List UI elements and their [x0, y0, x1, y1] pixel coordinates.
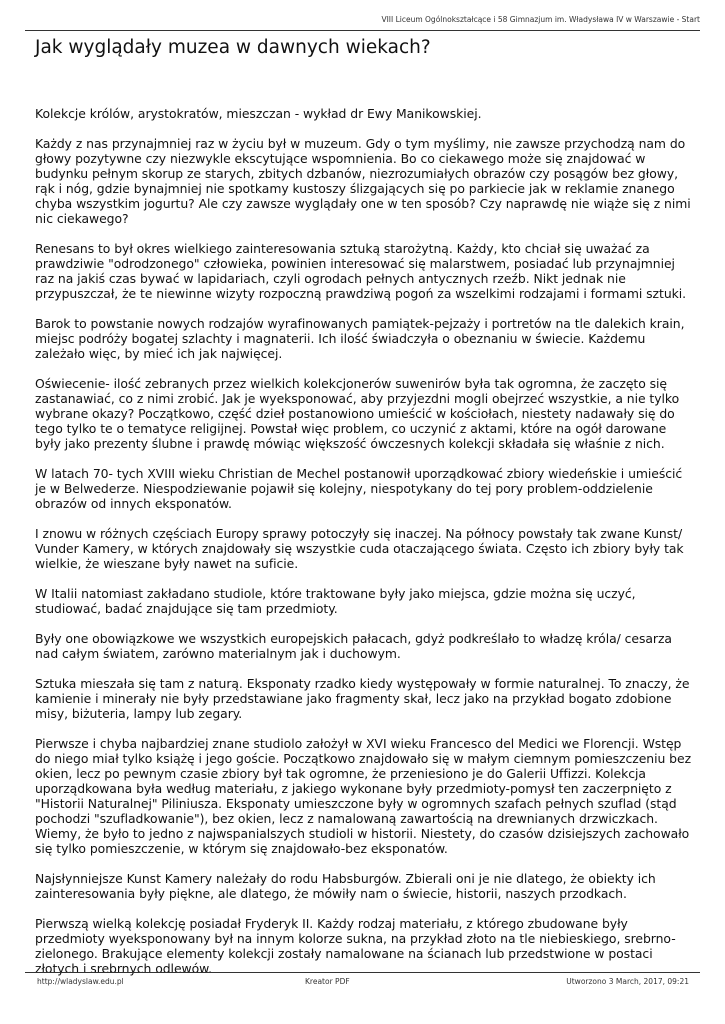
article-paragraph: Sztuka mieszała się tam z naturą. Eksponaty rzadko kiedy występowały w formie naturalnej. To znaczy, że kamienie i minerały nie były przedstawiane jako fragmenty skał, lecz jako na przykład bogato zdobione misy, biżuteria, lampy lub zegary.: [35, 676, 690, 721]
site-header-title: VIII Liceum Ogólnokształcące i 58 Gimnazjum im. Władysława IV w Warszawie - Start: [381, 15, 700, 24]
article-paragraph: Renesans to był okres wielkiego zainteresowania sztuką starożytną. Każdy, kto chciał się uważać za prawdziwie "odrodzonego" człowieka, powinien interesować się malarstwem, posiadać lub przynajmniej raz na jakiś czas bywać w lapidariach, czyli ogrodach pełnych antycznych rzeźb. Nikt jednak nie przypuszczał, że te niewinne wizyty rozpoczną prawdziwą pogoń za wszelkimi rodzajami i formami sztuki.: [35, 241, 687, 301]
footer-generator: Kreator PDF: [305, 977, 350, 986]
article-paragraph: Najsłynniejsze Kunst Kamery należały do rodu Habsburgów. Zbierali oni je nie dlatego, że obiekty ich zainteresowania były piękne, ale dlatego, że mówiły nam o świecie, historii, naszych przodkach.: [35, 871, 656, 901]
article-paragraph: Oświecenie- ilość zebranych przez wielkich kolekcjonerów suwenirów była tak ogromna, że zaczęto się zastanawiać, co z nimi zrobić. Jak je wyeksponować, aby przyjezdni mogli obejrzeć wszystkie, a nie tylko wybrane okazy? Początkowo, część dzieł postanowiono umieścić w kościołach, niestety nadawały się do tego tylko te o tematyce religijnej. Powstał więc problem, co uczynić z aktami, które na ogół darowane były jako prezenty ślubne i prawdę mówiąc większość ówczesnych kolekcji składała się właśnie z nich.: [35, 376, 680, 451]
footer-url: http://wladyslaw.edu.pl: [37, 977, 124, 986]
article-title: Jak wyglądały muzea w dawnych wiekach?: [35, 37, 431, 58]
article-paragraph: W Italii natomiast zakładano studiole, które traktowane były jako miejsca, gdzie można się uczyć, studiować, badać znajdujące się tam przedmioty.: [35, 586, 636, 616]
article-paragraph: Były one obowiązkowe we wszystkich europejskich pałacach, gdyż podkreślało to władzę króla/ cesarza nad całym światem, zarówno materialnym jak i duchowym.: [35, 631, 672, 661]
footer-created-date: Utworzono 3 March, 2017, 09:21: [566, 977, 689, 986]
article-paragraph: I znowu w różnych częściach Europy sprawy potoczyły się inaczej. Na północy powstały tak zwane Kunst/ Vunder Kamery, w których znajdowały się wszystkie cuda otaczającego świata. Często ich zbiory były tak wielkie, że wieszane były nawet na suficie.: [35, 526, 684, 571]
header-divider: [25, 30, 700, 31]
article-paragraph: W latach 70- tych XVIII wieku Christian de Mechel postanowił uporządkować zbiory wiedeńskie i umieścić je w Belwederze. Niespodziewanie pojawił się kolejny, niespotykany do tej pory problem-oddzielenie obrazów od innych eksponatów.: [35, 466, 683, 511]
article-paragraph: Pierwsze i chyba najbardziej znane studiolo założył w XVI wieku Francesco del Medici we Florencji. Wstęp do niego miał tylko książę i jego goście. Początkowo znajdowało się w małym ciemnym pomieszczeniu bez okien, lecz po pewnym czasie zbiory był tak ogromne, że przeniesiono je do Galerii Uffizzi. Kolekcja uporządkowana była według materiału, z jakiego wykonane były przedmioty-pomysł ten zaczerpnięto z "Historii Naturalnej" Piliniusza. Eksponaty umieszczone były w ogromnych szafach pełnych szuflad (stąd pochodzi "szufladkowanie"), bez okien, lecz z namalowaną zawartością na drewnianych drzwiczkach. Wiemy, że było to jedno z najwspanialszych studioli w historii. Niestety, do czasów dzisiejszych zachowało się tylko pomieszczenie, w którym się znajdowało-bez eksponatów.: [35, 736, 692, 856]
article-paragraph: Każdy z nas przynajmniej raz w życiu był w muzeum. Gdy o tym myślimy, nie zawsze przychodzą nam do głowy pozytywne czy niezwykle ekscytujące wspomnienia. Bo co ciekawego może się znajdować w budynku pełnym skorup ze starych, zbitych dzbanów, niezrozumiałych obrazów czy posągów bez głowy, rąk i nóg, gdzie bynajmniej nie spotkamy kustoszy ślizgających się po parkiecie jak w reklamie znanego chyba wszystkim jogurtu? Ale czy zawsze wyglądały one w ten sposób? Czy naprawdę nie wiąże się z nimi nic ciekawego?: [35, 136, 691, 226]
article-body: [35, 106, 693, 991]
article-paragraph: Pierwszą wielką kolekcję posiadał Fryderyk II. Każdy rodzaj materiału, z którego zbudowane były przedmioty wyeksponowany był na innym kolorze sukna, na przykład złoto na tle niebieskiego, srebrno-zielonego. Brakujące elementy kolekcji zostały namalowane na ścianach lub przedstwione w postaci złotych i srebrnych odlewów.: [35, 916, 676, 976]
article-paragraph: Kolekcje królów, arystokratów, mieszczan - wykład dr Ewy Manikowskiej.: [35, 106, 482, 121]
footer-divider: [25, 972, 700, 973]
article-paragraph: Barok to powstanie nowych rodzajów wyrafinowanych pamiątek-pejzaży i portretów na tle dalekich krain, miejsc podróży bogatej szlachty i magnaterii. Ich ilość świadczyła o obeznaniu w świecie. Każdemu zależało więc, by mieć ich jak najwięcej.: [35, 316, 685, 361]
